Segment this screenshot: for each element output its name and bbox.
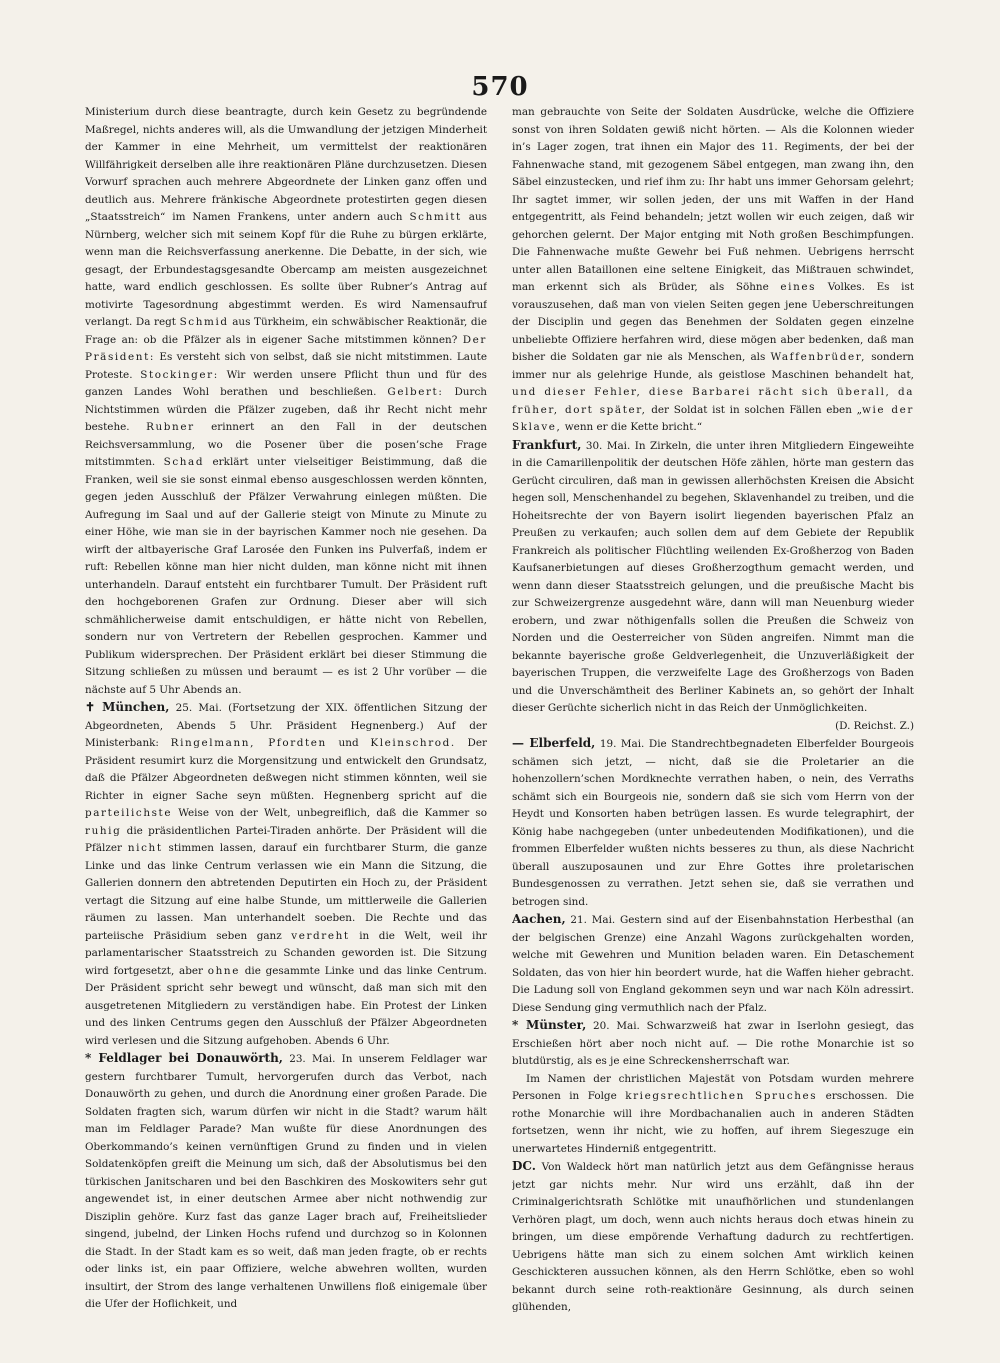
right-column	[512, 104, 914, 1334]
article-text: Schad	[163, 456, 205, 468]
article-text: und	[326, 737, 371, 749]
article-paragraph	[512, 104, 914, 437]
article-text: man gebrauchte von Seite der Soldaten Ausdrücke, welche die Offiziere sonst von ihren Soldaten gewiß nicht hörten. — Als die Kolonnen wieder in’s Lager zogen, trat ihnen ein Major des 11. Regiments, der bei der Fahnenwache stand, mit gezogenem Säbel entgegen, man zwang ihn, den Säbel einzustecken, und rief ihm zu: Ihr habt uns immer Gehorsam gelehrt; Ihr sagtet immer, wir sollen jeden, der uns mit Waffen in der Hand entgegentritt, als Feind behandeln; jetzt wollen wir euch zeigen, daß wir gehorchen gelernt. Der Major entging mit Noth großen Beschimpfungen. Die Fahnenwache mußte Gewehr bei Fuß nehmen. Uebrigens herrscht unter allen Bataillonen eine seltene Einigkeit, das Mißtrauen schwindet, man erkennt sich als Brüder, als Söhne	[512, 106, 914, 293]
article-text: aus Türkheim, ein schwäbischer Reaktionär, die Frage an: ob die Pfälzer als in eigener Sache mitstimmen können?	[85, 316, 487, 346]
article-text: erschossen. Die rothe Monarchie will ihre Mordbachanalien auch in anderen Städten fortsetzen, wenn ihr nicht, wie zu hoffen, auf ihrem Siegeszuge ein unerwartetes Hinderniß entgegentritt.	[512, 1090, 914, 1155]
article-text: der Soldat ist in solchen Fällen eben „	[646, 403, 862, 416]
article-text: Weise von der Welt, unbegreiflich, daß die Kammer so	[172, 807, 487, 819]
article-text: Ringelmann, Pfordten	[170, 737, 327, 749]
article-dateline: ✝ München,	[85, 700, 170, 714]
article-paragraph	[85, 104, 487, 699]
article-text: parteilichste	[85, 807, 173, 819]
article-text: Durch Nichtstimmen würden die Pfälzer zugeben, daß ihr Recht nicht mehr bestehe.	[85, 386, 487, 433]
article-text: die gesammte Linke und das linke Centrum. Der Präsident spricht sehr bewegt und wünscht, daß man sich mit den ausgetretenen Mitgliedern zu verständigen habe. Ein Protest der Linken und des linken Centrums gegen den Ausschluß der Pfälzer Abgeordneten wird verlesen und die Sitzung aufgehoben. Abends 6 Uhr.	[85, 964, 487, 1047]
article-text: Ministerium durch diese beantragte, durch kein Gesetz zu begründende Maßregel, nichts anderes will, als die Umwandlung der jetzigen Minderheit der Kammer in eine Mehrheit, um vermittelst der reaktionären Willfährigkeit derselben alle ihre reaktionären Pläne durchzusetzen. Diesen Vorwurf sprachen auch mehrere Abgeordnete der Linken ganz offen und deutlich aus. Mehrere fränkische Abgeordnete protestirten gegen diesen „Staatsstreich“ im Namen Frankens, unter andern auch	[85, 106, 487, 223]
article-paragraph	[512, 735, 914, 911]
article-text: 19. Mai. Die Standrechtbegnadeten Elberfelder Bourgeois schämen sich jetzt, — nicht, daß sie die Proletarier an die hohenzollern’schen Mordknechte verrathen haben, o nein, des Verraths schämt sich ein Bourgeois nie, sondern daß sie sich vom Herrn von der Heydt und Konsorten haben betrügen lassen. Es wurde telegraphirt, der König habe nachgegeben (unter unbedeutenden Modifikationen), und die frommen Elberfelder wußten nichts besseres zu thun, als diese Nachricht überall auszuposaunen und zur Ehre Gottes ihre proletarischen Bundesgenossen zu verrathen. Jetzt sehen sie, daß sie verrathen und betrogen sind.	[512, 738, 914, 908]
article-text: erinnert an den Fall in der deutschen Reichsversammlung, wo die Posener über die posen’sche Frage mitstimmten.	[85, 421, 487, 468]
article-paragraph	[85, 699, 487, 1050]
article-text: Rubner	[146, 421, 195, 433]
article-text: Schmid	[179, 316, 229, 328]
article-dateline: Aachen,	[512, 912, 566, 926]
article-text: Es versteht sich von selbst, daß sie nicht mitstimmen. Laute Proteste.	[85, 351, 487, 381]
article-paragraph	[512, 1071, 914, 1159]
article-text: in die Welt, weil ihr parlamentarischer Staatsstreich zu Schanden geworden ist. Die Sitzung wird fortgesetzt, aber	[85, 929, 487, 977]
article-text: Gelbert:	[387, 386, 444, 398]
article-text: erklärt unter vielseitiger Beistimmung, daß die Franken, weil sie sie sonst einmal ebenso ausgeschlossen werden könnten, gegen jeden Ausschluß der Pfälzer Verwahrung einlegen müßten. Die Aufregung im Saal und auf der Gallerie steigt von Minute zu Minute zu einer Höhe, wie man sie in der bayrischen Kammer noch nie gesehen. Da wirft der altbayerische Graf Larosée den Funken ins Pulverfaß, indem er ruft: Rebellen könne man hier nicht dulden, man könne nicht mit ihnen unterhandeln. Darauf entsteht ein furchtbarer Tumult. Der Präsident ruft den hochgeborenen Grafen zur Ordnung. Dieser aber will sich schmählicherweise damit entschuldigen, er hätte nicht von Rebellen, sondern nur von Vertretern der Rebellen gesprochen. Kammer und Publikum widersprechen. Der Präsident erklärt bei dieser Stimmung die Sitzung schließen zu müssen und beraumt — es ist 2 Uhr vorüber — die nächste auf 5 Uhr Abends an.	[85, 456, 487, 696]
article-text: aus Nürnberg, welcher sich mit seinem Kopf für die Ruhe zu bürgen erklärte, wenn man die Reichsverfassung anerkenne. Die Debatte, in der sich, wie gesagt, der Erbundestagsgesandte Obercamp am meisten ausgezeichnet hatte, ward endlich geschlossen. Es sollte über Rubner’s Antrag auf motivirte Tagesordnung abgestimmt werden. Es wird Namensaufruf verlangt. Da regt	[85, 211, 487, 328]
article-text: Im Namen der christlichen Majestät von Potsdam wurden mehrere Personen in Folge	[512, 1072, 914, 1102]
article-text: ohne	[207, 964, 240, 977]
article-paragraph	[512, 437, 914, 736]
article-text: Der Präsident:	[85, 333, 487, 363]
article-text: verdreht	[291, 929, 350, 942]
article-text: Stockinger:	[140, 368, 219, 381]
article-paragraph	[512, 1158, 914, 1317]
article-text: 30. Mai. In Zirkeln, die unter ihren Mitgliedern Eingeweihte in die Camarillenpolitik der deutschen Höfe zählen, hörte man gestern das Gerücht circuliren, daß man in gewissen allerhöchsten Kreisen die Absicht hegen soll, Menschenhandel zu begehen, Sklavenhandel zu treiben, und die Hoheitsrechte der von Bayern isolirt liegenden bayerischen Pfalz an Preußen zu verkaufen; auch sollen dem auf dem Gebiete der Republik Frankreich als politischer Flüchtling weilenden Ex-Großherzog von Baden Kaufsanerbietungen auf dieses Großherzogthum gemacht werden, und wenn dann dieser Staatsstreich gelungen, und die preußische Macht bis zur Schweizergrenze ausgedehnt wäre, dann will man Neuenburg wieder erobern, und zwar nöthigenfalls sollen die Preußen die Schweiz von Norden und die Oesterreicher von Süden angreifen. Nimmt man die bekannte bayerische große Geldverlegenheit, die Unzuverläßigkeit der bayerischen Truppen, die verzweifelte Lage des Großherzogs von Baden und die Unverschämtheit des Berliner Kabinets an, so gehört der Inhalt dieser Gerüchte sicherlich nicht in das Reich der Unmöglichkeiten.	[512, 439, 914, 714]
article-text: nicht	[127, 842, 163, 854]
article-dateline: DC.	[512, 1159, 536, 1173]
article-dateline: * Münster,	[512, 1018, 587, 1032]
article-text: ruhig	[85, 824, 122, 837]
article-text: 21. Mai. Gestern sind auf der Eisenbahnstation Herbesthal (an der belgischen Grenze) eine Anzahl Wagons zurückgehalten worden, welche mit Gewehren und Munition beladen waren. Ein Detaschement Soldaten, das von hier hin beordert wurde, hat die Waffen hieher gebracht. Die Ladung soll von England gekommen seyn und war nach Köln adressirt. Diese Sendung ging vermuthlich nach der Pfalz.	[512, 914, 914, 1014]
left-column	[85, 104, 487, 1334]
article-text: Wir werden unsere Pflicht thun und für des ganzen Landes Wohl berathen und beschließen.	[85, 368, 487, 398]
article-text: eines	[780, 281, 817, 293]
article-text: wenn er die Kette bricht.“	[561, 421, 703, 433]
article-text: Kleinschrod.	[370, 737, 456, 749]
article-source: (D. Reichst. Z.)	[835, 719, 914, 732]
article-text: 23. Mai. In unserem Feldlager war gestern furchtbarer Tumult, hervorgerufen durch das Verbot, nach Donauwörth zu gehen, und durch die Anordnung einer großen Parade. Die Soldaten fragten sich, warum dürfen wir nicht in die Stadt? warum hält man im Feldlager Parade? Man wußte für diese Anordnungen des Oberkommando’s keinen vernünftigen Grund zu finden und in vielen Soldatenköpfen greift die Meinung um sich, daß der Absolutismus bei den türkischen Janitscharen und bei den Baschkiren des Moskowiters sehr gut angewendet ist, in einer deutschen Armee aber nicht nothwendig zur Disziplin gehöre. Kurz fast das ganze Lager brach auf, Freiheitslieder singend, jubelnd, der Linken Hochs rufend und durchzog so in Kolonnen die Stadt. In der Stadt kam es so weit, daß man jeden fragte, ob er rechts oder links ist, ein paar Offiziere, welche abwehren wollten, wurden insultirt, der Strom des lange verhaltenen Unwillens floß einigemale über die Ufer der Hoflichkeit, und	[85, 1053, 487, 1310]
article-paragraph	[512, 1017, 914, 1071]
article-dateline: Frankfurt,	[512, 437, 582, 452]
article-text: Volkes. Es ist vorauszusehen, daß man von vielen Seiten gegen jene Ueberschreitungen der Disciplin und gegen das Benehmen der Soldaten gegen einzelne unbeliebte Offiziere herfahren wird, diese mögen aber bedenken, daß man bisher die Soldaten gar nie als Menschen, als	[512, 281, 914, 363]
article-text: stimmen lassen, darauf ein furchtbarer Sturm, die ganze Linke und das linke Centrum verlassen wie ein Mann die Sitzung, die Gallerien donnern den abtretenden Deputirten ein Hoch zu, der Präsident vertagt die Sitzung auf eine halbe Stunde, um mittlerweile die Gallerien räumen zu lassen. Man unterhandelt soeben. Die Rechte und das parteiische Präsidium seben ganz	[85, 842, 487, 942]
article-text: 20. Mai. Schwarzweiß hat zwar in Iserlohn gesiegt, das Erschießen hört aber noch nicht auf. — Die rothe Monarchie ist so blutdürstig, als es je eine Schreckensherrschaft war.	[512, 1020, 914, 1067]
article-text: wie der Sklave,	[512, 403, 914, 433]
article-dateline: * Feldlager bei Donauwörth,	[85, 1051, 283, 1065]
article-text: Von Waldeck hört man natürlich jetzt aus dem Gefängnisse heraus jetzt gar nichts mehr. Nur wird uns erzählt, daß ihn der Criminalgerichtsrath Schlötke mit unaufhörlichen und stundenlangen Verhören plagt, um doch, wenn auch nichts heraus doch etwas hinein zu bringen, um diese empörende Verhaftung dadurch zu rechtfertigen. Uebrigens hätte man sich zu einem solchen Amt wirklich keinen Geschickteren aussuchen können, als den Herrn Schlötke, eben so wohl bekannt durch seine roth-reaktionäre Gesinnung, als durch seinen glühenden,	[512, 1161, 914, 1313]
article-text: Schmitt	[409, 211, 462, 223]
article-text: und dieser Fehler, diese Barbarei rächt sich überall, da früher, dort später,	[512, 386, 914, 416]
article-text: kriegsrechtlichen Spruches	[625, 1090, 818, 1102]
article-text: sondern immer nur als gelehrige Hunde, als geistlose Maschinen behandelt hat,	[512, 351, 914, 381]
page-number: 570	[471, 72, 529, 102]
article-text: Der Präsident resumirt kurz die Morgensitzung und entwickelt den Grundsatz, daß die Pfälzer Abgeordneten deßwegen nicht stimmen könnten, weil sie Richter in eigner Sache seyn müßten. Hegnenberg spricht auf die	[85, 737, 487, 802]
article-text: 25. Mai. (Fortsetzung der XIX. öffentlichen Sitzung der Abgeordneten, Abends 5 Uhr. Präsident Hegnenberg.) Auf der Ministerbank:	[85, 702, 487, 749]
article-paragraph	[85, 1050, 487, 1314]
article-text: die präsidentlichen Partei-Tiraden anhörte. Der Präsident will die Pfälzer	[85, 824, 487, 854]
article-text: Waffenbrüder,	[770, 351, 867, 363]
article-dateline: — Elberfeld,	[512, 736, 596, 750]
article-paragraph	[512, 911, 914, 1017]
